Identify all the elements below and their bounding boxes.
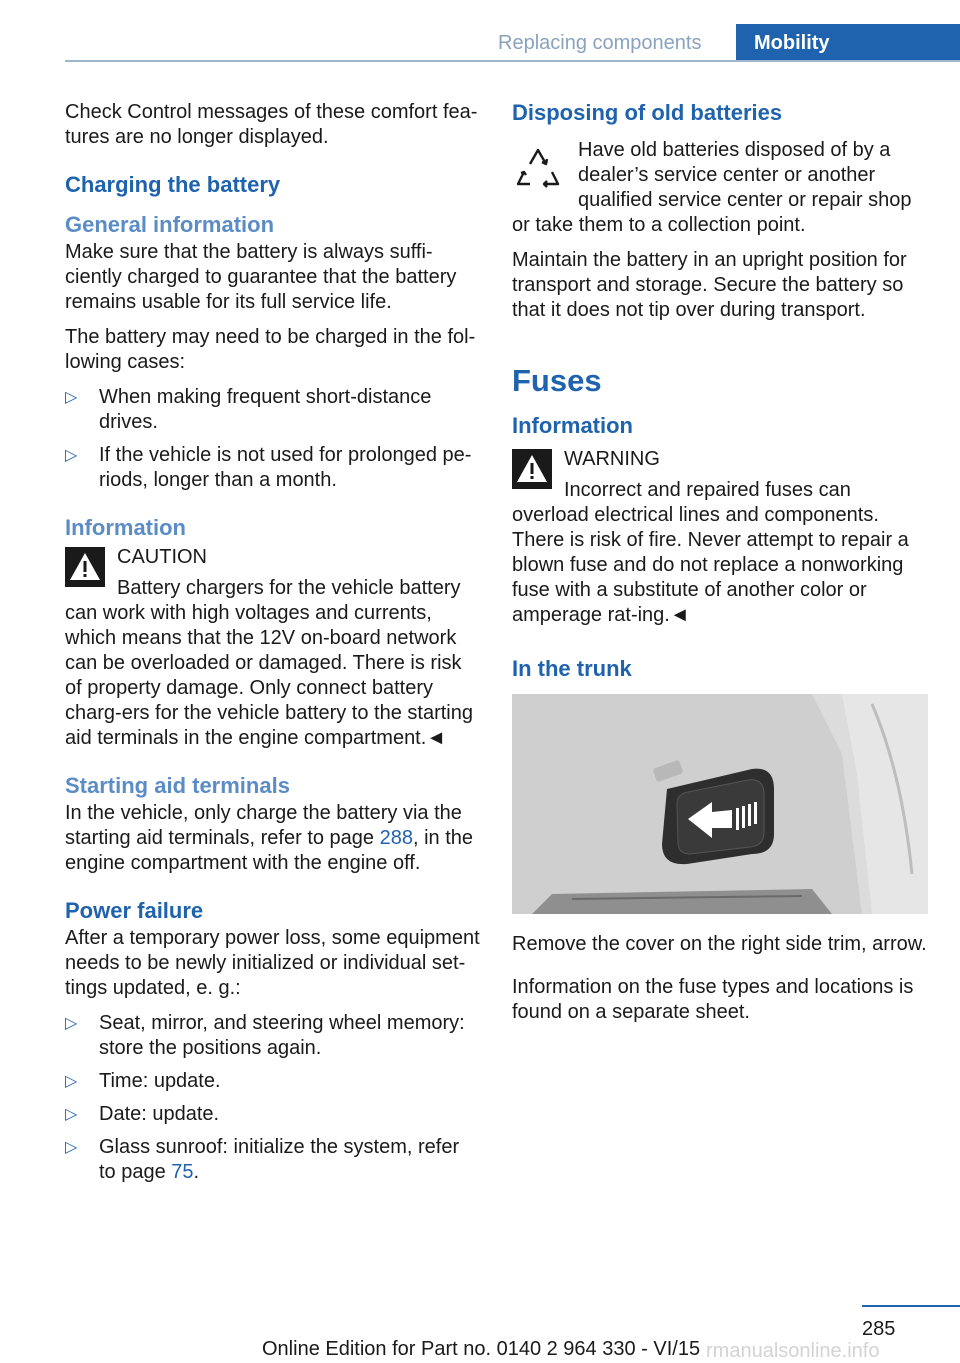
disposing-block <box>512 138 930 238</box>
disposing-paragraph: Have old batteries disposed of by a dealer’s service center or another qualified service center or repair shop or take them to a collection point. <box>512 139 912 236</box>
charging-cases-list <box>65 385 480 493</box>
charging-heading: Charging the battery <box>65 172 281 197</box>
list-item: ▷ Date: update. <box>65 1103 220 1125</box>
list-item: ▷ Seat, mirror, and steering wheel memory: store the positions again. <box>65 1012 465 1059</box>
recycle-icon <box>512 142 564 198</box>
triangle-bullet-icon: ▷ <box>65 389 78 406</box>
header-chapter-label: Mobility <box>754 32 830 54</box>
general-paragraph-2: The battery may need to be charged in the fol-lowing cases: <box>65 326 476 373</box>
caution-title: CAUTION <box>117 546 207 568</box>
list-item: ▷ When making frequent short-distance drives. <box>65 386 432 433</box>
list-item: ▷ If the vehicle is not used for prolonged pe-riods, longer than a month. <box>65 444 472 491</box>
list-item: ▷ Time: update. <box>65 1070 221 1092</box>
starting-aid-heading: Starting aid terminals <box>65 773 290 798</box>
warning-title: WARNING <box>564 448 660 470</box>
disposing-heading: Disposing of old batteries <box>512 100 783 125</box>
watermark: rmanualsonline.info <box>706 1340 880 1362</box>
left-column <box>65 100 480 1195</box>
triangle-bullet-icon: ▷ <box>65 447 78 464</box>
page-number: 285 <box>862 1318 896 1340</box>
general-paragraph-1: Make sure that the battery is always suffi-ciently charged to guarantee that the battery remains usable for its full service life. <box>65 241 457 313</box>
right-column <box>512 100 930 1035</box>
trunk-heading: In the trunk <box>512 656 632 681</box>
fuses-heading: Fuses <box>512 363 602 398</box>
header-chapter-tab <box>736 24 960 62</box>
page-link-75[interactable]: 75 <box>171 1161 194 1183</box>
maintain-paragraph: Maintain the battery in an upright position for transport and storage. Secure the battery so that it does not tip over during transport. <box>512 249 907 321</box>
trunk-caption: Remove the cover on the right side trim, arrow. <box>512 933 927 955</box>
fuses-information-heading: Information <box>512 413 633 438</box>
triangle-bullet-icon: ▷ <box>65 1139 78 1156</box>
information-heading: Information <box>65 515 186 540</box>
footer-edition: Online Edition for Part no. 0140 2 964 330 - VI/15 <box>262 1338 701 1360</box>
page-link-288[interactable]: 288 <box>379 827 413 849</box>
intro-paragraph: Check Control messages of these comfort fea-tures are no longer displayed. <box>65 101 478 148</box>
caution-box <box>65 545 480 751</box>
trunk-fuse-cover-image <box>512 694 928 914</box>
power-failure-heading: Power failure <box>65 898 204 923</box>
caution-text: Battery chargers for the vehicle battery can work with high voltages and currents, which means that the 12V on-board network can be overloaded or damaged. There is risk of property damage. Only connect battery charg-ers for the vehicle battery to the starting aid terminals in the engine compartment.◄ <box>65 577 473 749</box>
power-failure-list <box>65 1011 480 1185</box>
warning-triangle-icon <box>65 547 105 587</box>
footer-rule <box>862 1305 960 1307</box>
fuse-info-paragraph: Information on the fuse types and locations is found on a separate sheet. <box>512 976 914 1023</box>
warning-triangle-icon <box>512 449 552 489</box>
list-item: ▷ Glass sunroof: initialize the system, refer to page 75. <box>65 1136 460 1183</box>
starting-aid-paragraph: In the vehicle, only charge the battery via the starting aid terminals, refer to page 288, in the engine compartment with the engine off. <box>65 802 474 874</box>
triangle-bullet-icon: ▷ <box>65 1015 78 1032</box>
header-rule <box>65 60 960 62</box>
warning-text: Incorrect and repaired fuses can overload electrical lines and components. There is risk of fire. Never attempt to repair a blown fuse and do not replace a nonworking fuse with a substitute of another color or amperage rat-ing.◄ <box>512 479 909 626</box>
warning-box <box>512 447 930 628</box>
triangle-bullet-icon: ▷ <box>65 1073 78 1090</box>
page-header <box>0 0 960 62</box>
general-info-heading: General information <box>65 212 275 237</box>
header-section-label: Replacing components <box>498 32 702 54</box>
power-failure-paragraph: After a temporary power loss, some equipment needs to be newly initialized or individual set-tings updated, e. g.: <box>65 927 480 999</box>
triangle-bullet-icon: ▷ <box>65 1106 78 1123</box>
